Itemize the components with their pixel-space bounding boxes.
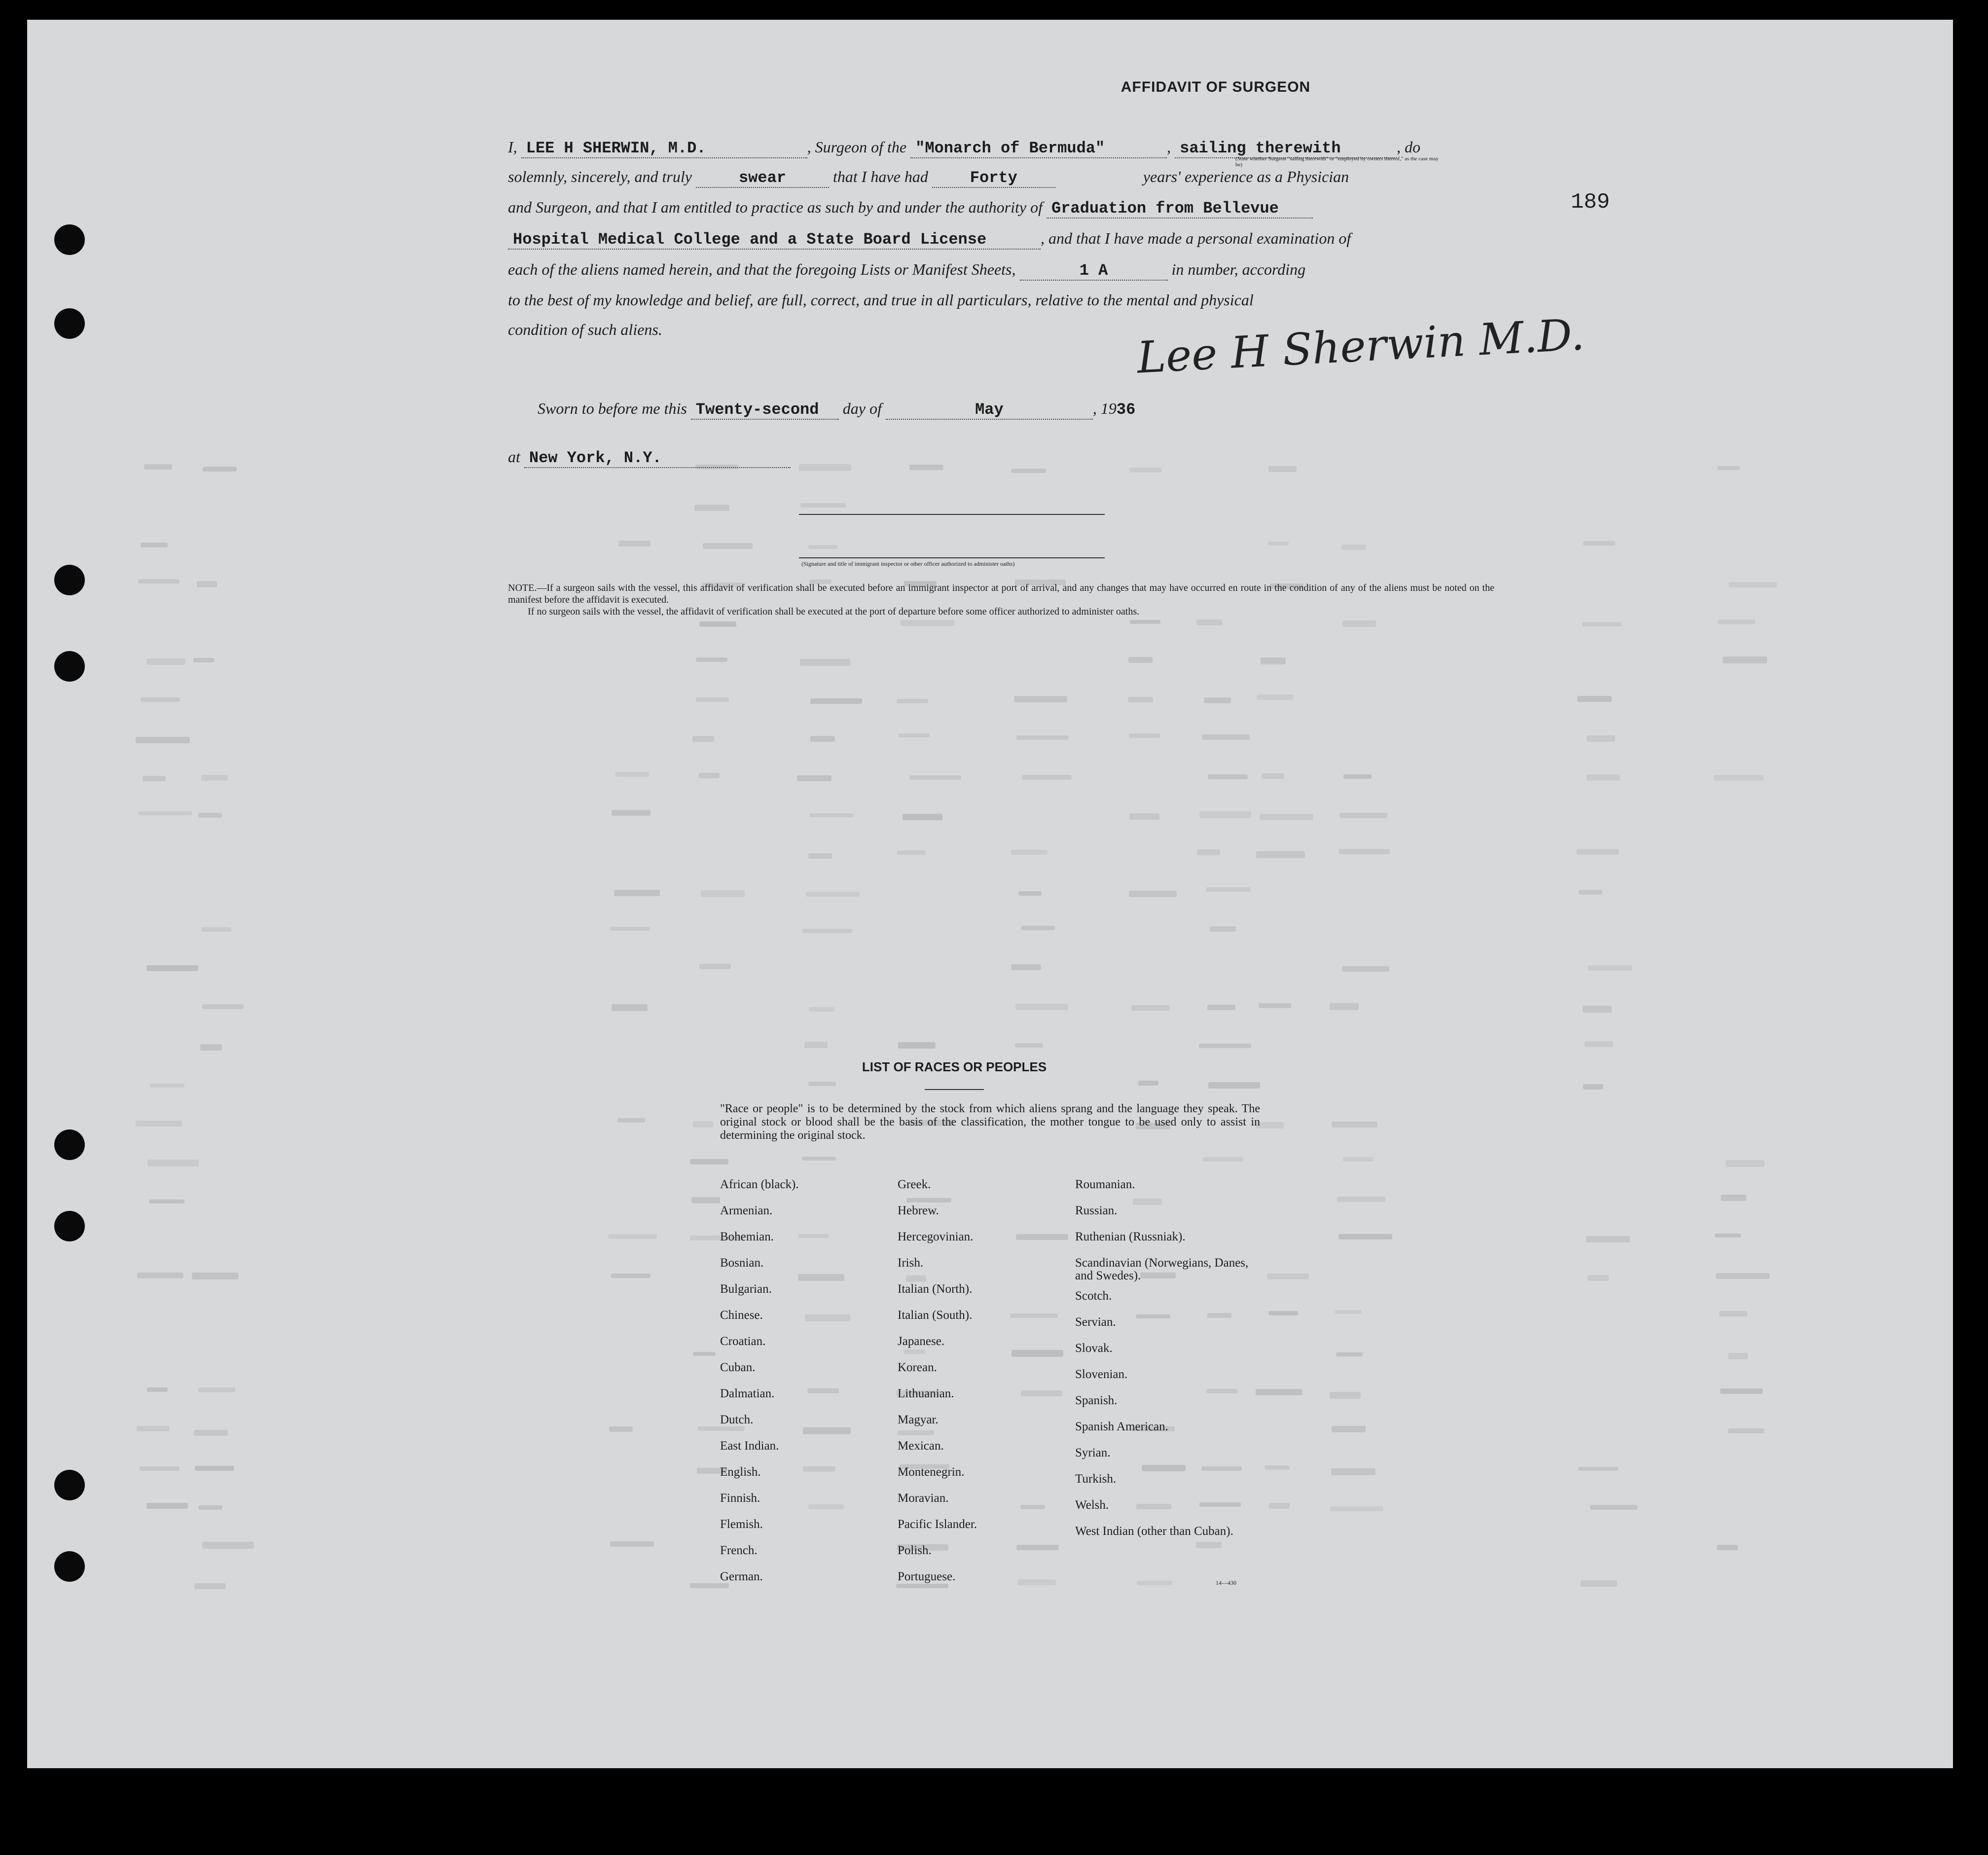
text-fragment: each of the aliens named herein, and that the foregoing Lists or Manifest Sheets, xyxy=(508,260,1016,278)
race-item: Korean. xyxy=(898,1361,937,1374)
bleed-through-mark xyxy=(150,1084,184,1088)
bleed-through-mark xyxy=(1717,1545,1738,1550)
bleed-through-mark xyxy=(808,853,832,859)
sheet-count-field: 1 A xyxy=(1020,261,1168,281)
race-item: Montenegrin. xyxy=(898,1465,965,1479)
bleed-through-mark xyxy=(804,1042,828,1048)
document-page xyxy=(27,20,1953,1768)
races-column-2 xyxy=(898,1171,977,1590)
bleed-through-mark xyxy=(201,775,228,781)
bleed-through-mark xyxy=(1585,1041,1613,1047)
bleed-through-mark xyxy=(1015,1043,1043,1048)
bleed-through-mark xyxy=(608,1234,657,1239)
text-fragment: Sworn to before me this xyxy=(538,400,687,417)
race-item: Greek. xyxy=(898,1178,931,1191)
bleed-through-mark xyxy=(1202,734,1250,740)
authority-field-1: Graduation from Bellevue xyxy=(1047,199,1313,218)
bleed-through-mark xyxy=(1011,469,1046,473)
bleed-through-mark xyxy=(1586,1236,1630,1242)
bleed-through-mark xyxy=(1716,1273,1770,1279)
binder-hole xyxy=(54,1129,85,1160)
bleed-through-mark xyxy=(1343,774,1372,779)
bleed-through-mark xyxy=(193,658,214,662)
bleed-through-mark xyxy=(1021,1390,1062,1396)
bleed-through-mark xyxy=(1016,735,1069,740)
bleed-through-mark xyxy=(1342,620,1376,627)
bleed-through-mark xyxy=(693,1352,716,1356)
bleed-through-mark xyxy=(808,545,837,549)
races-intro: "Race or people" is to be determined by the stock from which aliens sprang and the language they speak. The original stock or blood shall be the basis of the classification, the mother tongue to be used only to assist in determining the original stock. xyxy=(720,1102,1260,1142)
bleed-through-mark xyxy=(1017,1579,1056,1585)
bleed-through-mark xyxy=(1577,849,1619,855)
bleed-through-mark xyxy=(202,1542,254,1549)
bleed-through-mark xyxy=(147,1387,168,1392)
race-item: Finnish. xyxy=(720,1491,760,1505)
text-fragment: at xyxy=(508,448,520,466)
bleed-through-mark xyxy=(1018,891,1042,896)
bleed-through-mark xyxy=(143,776,166,781)
bleed-through-mark xyxy=(803,1427,851,1434)
race-item: English. xyxy=(720,1465,761,1479)
bleed-through-mark xyxy=(1207,1005,1235,1010)
bleed-through-mark xyxy=(1196,619,1223,625)
binder-hole xyxy=(54,1470,85,1500)
sworn-year-field: 36 xyxy=(1116,400,1136,419)
race-item: Hercegovinian. xyxy=(898,1230,974,1243)
sailing-status-field: sailing therewith xyxy=(1175,139,1397,158)
sworn-month-field: May xyxy=(886,400,1093,420)
bleed-through-mark xyxy=(198,813,222,818)
bleed-through-mark xyxy=(699,773,720,778)
bleed-through-mark xyxy=(1014,696,1067,702)
bleed-through-mark xyxy=(1583,541,1615,546)
bleed-through-mark xyxy=(797,775,831,781)
text-fragment: I, xyxy=(508,138,517,156)
years-experience-field: Forty xyxy=(932,169,1055,188)
bleed-through-mark xyxy=(1714,775,1764,781)
race-item: Hebrew. xyxy=(898,1204,939,1217)
sailing-status-note: (State whether Surgeon "sailing therewith" or "employed by owners thereof," as the case may be) xyxy=(1235,156,1439,168)
bleed-through-mark xyxy=(1208,1082,1260,1089)
bleed-through-mark xyxy=(1267,1273,1309,1279)
bleed-through-mark xyxy=(1726,1160,1765,1167)
bleed-through-mark xyxy=(617,1118,645,1123)
bleed-through-mark xyxy=(696,697,729,702)
bleed-through-mark xyxy=(1010,1313,1058,1318)
bleed-through-mark xyxy=(802,929,852,933)
bleed-through-mark xyxy=(1256,1389,1302,1395)
affidavit-title: AFFIDAVIT OF SURGEON xyxy=(1121,79,1311,95)
race-item: Croatian. xyxy=(720,1335,766,1348)
race-item: Bulgarian. xyxy=(720,1282,772,1296)
bleed-through-mark xyxy=(899,733,930,737)
bleed-through-mark xyxy=(1131,1005,1170,1011)
affidavit-line-3 xyxy=(508,198,1494,218)
text-fragment: that I have had xyxy=(832,168,928,185)
race-item: Chinese. xyxy=(720,1309,763,1322)
bleed-through-mark xyxy=(701,890,745,897)
surgeon-name-field: LEE H SHERWIN, M.D. xyxy=(521,139,807,158)
race-item: Japanese. xyxy=(898,1335,945,1348)
race-item: Syrian. xyxy=(1075,1446,1111,1459)
bleed-through-mark xyxy=(1579,890,1602,895)
bleed-through-mark xyxy=(1206,887,1251,892)
bleed-through-mark xyxy=(1128,697,1153,702)
race-item: Dutch. xyxy=(720,1413,754,1426)
text-fragment: , do xyxy=(1397,138,1421,156)
bleed-through-mark xyxy=(147,1160,199,1166)
race-item: Turkish. xyxy=(1075,1472,1117,1486)
bleed-through-mark xyxy=(693,1121,713,1128)
oath-type-field: swear xyxy=(696,169,829,188)
bleed-through-mark xyxy=(1129,813,1159,820)
race-item: Mexican. xyxy=(898,1439,944,1453)
race-item: Roumanian. xyxy=(1075,1178,1135,1191)
bleed-through-mark xyxy=(1728,1353,1748,1359)
bleed-through-mark xyxy=(1577,696,1612,702)
bleed-through-mark xyxy=(1337,1197,1385,1202)
bleed-through-mark xyxy=(1330,1392,1361,1399)
race-item: Polish. xyxy=(898,1544,932,1557)
bleed-through-mark xyxy=(798,1234,829,1238)
bleed-through-mark xyxy=(1259,1003,1291,1008)
bleed-through-mark xyxy=(1578,1467,1618,1471)
bleed-through-mark xyxy=(202,1004,244,1009)
bleed-through-mark xyxy=(810,698,862,704)
bleed-through-mark xyxy=(1581,1580,1617,1587)
bleed-through-mark xyxy=(805,1314,850,1321)
bleed-through-mark xyxy=(1338,849,1390,854)
race-item: Magyar. xyxy=(898,1413,939,1426)
race-item: Bosnian. xyxy=(720,1256,764,1270)
bleed-through-mark xyxy=(798,1274,844,1281)
bleed-through-mark xyxy=(141,543,168,547)
text-fragment: years' experience as a Physician xyxy=(1143,168,1349,185)
bleed-through-mark xyxy=(1588,965,1632,971)
bleed-through-mark xyxy=(1715,1234,1741,1237)
race-item: Russian. xyxy=(1075,1204,1118,1217)
bleed-through-mark xyxy=(1341,545,1366,550)
text-fragment: , 19 xyxy=(1092,400,1117,417)
bleed-through-mark xyxy=(1588,1275,1609,1281)
races-title-rule xyxy=(925,1089,984,1090)
bleed-through-mark xyxy=(1022,775,1072,780)
bleed-through-mark xyxy=(909,775,961,780)
race-item: German. xyxy=(720,1570,763,1583)
race-item: Irish. xyxy=(898,1256,924,1270)
text-fragment: , Surgeon of the xyxy=(807,138,907,156)
bleed-through-mark xyxy=(1260,814,1313,820)
bleed-through-mark xyxy=(1199,811,1251,818)
race-item: Dalmatian. xyxy=(720,1387,775,1400)
bleed-through-mark xyxy=(808,1082,836,1086)
bleed-through-mark xyxy=(1268,1311,1298,1315)
affidavit-line-7: condition of such aliens. xyxy=(508,321,662,338)
bleed-through-mark xyxy=(1728,1428,1764,1433)
bleed-through-mark xyxy=(141,697,180,702)
bleed-through-mark xyxy=(1720,1388,1763,1394)
bleed-through-mark xyxy=(1330,1003,1359,1010)
race-item: Spanish American. xyxy=(1075,1420,1168,1433)
bleed-through-mark xyxy=(808,1504,844,1509)
bleed-through-mark xyxy=(1208,774,1248,779)
bleed-through-mark xyxy=(809,813,853,817)
race-item: Servian. xyxy=(1075,1315,1116,1329)
race-item: Portuguese. xyxy=(898,1570,956,1583)
bleed-through-mark xyxy=(800,503,846,508)
text-fragment: , and that I have made a personal examination of xyxy=(1041,229,1351,247)
bleed-through-mark xyxy=(1267,542,1289,546)
bleed-through-mark xyxy=(699,621,736,627)
bleed-through-mark xyxy=(1331,1468,1375,1475)
race-item: Italian (South). xyxy=(898,1309,973,1322)
bleed-through-mark xyxy=(197,581,217,587)
surgeon-signature: Lee H Sherwin M.D. xyxy=(1135,309,1586,383)
bleed-through-mark xyxy=(609,1426,633,1432)
bleed-through-mark xyxy=(1197,849,1220,855)
text-fragment: day of xyxy=(842,400,882,417)
affidavit-line-4 xyxy=(508,229,1494,250)
bleed-through-mark xyxy=(1210,926,1236,932)
bleed-through-mark xyxy=(137,1273,183,1278)
bleed-through-mark xyxy=(1261,657,1286,664)
affidavit-line-2 xyxy=(508,168,1494,188)
form-number: 14—430 xyxy=(1216,1579,1236,1586)
bleed-through-mark xyxy=(1021,926,1055,930)
bleed-through-mark xyxy=(1129,733,1160,738)
bleed-through-mark xyxy=(696,657,727,662)
bleed-through-mark xyxy=(1587,774,1620,781)
bleed-through-mark xyxy=(146,965,198,971)
bleed-through-mark xyxy=(1332,1426,1366,1432)
race-item: Scandinavian (Norwegians, Danes, and Swedes). xyxy=(1075,1256,1249,1282)
sworn-place-field: New York, N.Y. xyxy=(524,449,791,468)
bleed-through-mark xyxy=(806,892,860,897)
race-item: East Indian. xyxy=(720,1439,779,1453)
bleed-through-mark xyxy=(1012,1350,1063,1357)
bleed-through-mark xyxy=(199,1505,222,1510)
bleed-through-mark xyxy=(1130,620,1160,624)
bleed-through-mark xyxy=(146,1503,188,1509)
race-item: Spanish. xyxy=(1075,1394,1118,1407)
binder-hole xyxy=(54,1551,85,1582)
bleed-through-mark xyxy=(1011,850,1048,855)
authority-field-2: Hospital Medical College and a State Board License xyxy=(508,230,1041,250)
bleed-through-mark xyxy=(1723,656,1767,663)
bleed-through-mark xyxy=(1587,735,1615,742)
bleed-through-mark xyxy=(1199,1044,1251,1048)
bleed-through-mark xyxy=(192,1273,239,1279)
bleed-through-mark xyxy=(1196,1542,1222,1548)
text-fragment: in number, according xyxy=(1171,260,1306,278)
binder-hole xyxy=(54,565,85,595)
affidavit-line-1: I, LEE H SHERWIN, M.D. , Surgeon of the "Monarch of Bermuda" , sailing therewith , do xyxy=(508,138,1421,157)
bleed-through-mark xyxy=(1256,851,1305,858)
bleed-through-mark xyxy=(694,505,729,511)
note-paragraph: NOTE.—If a surgeon sails with the vessel, this affidavit of verification shall be executed before an immigrant inspector at port of arrival, and any changes that may have occurred en route in the condition of any of the aliens must be noted on the manifest before the affidavit is executed. xyxy=(508,582,1494,605)
race-item: Armenian. xyxy=(720,1204,773,1217)
binder-hole xyxy=(54,1211,85,1241)
bleed-through-mark xyxy=(1015,1004,1068,1010)
bleed-through-mark xyxy=(809,1007,834,1012)
bleed-through-mark xyxy=(611,1273,651,1278)
bleed-through-mark xyxy=(1138,1081,1158,1086)
bleed-through-mark xyxy=(691,1197,720,1203)
race-item: Slovak. xyxy=(1075,1342,1113,1355)
bleed-through-mark xyxy=(810,736,835,742)
bleed-through-mark xyxy=(1137,1581,1172,1585)
bleed-through-mark xyxy=(1011,964,1041,970)
bleed-through-mark xyxy=(1332,1122,1377,1128)
bleed-through-mark xyxy=(803,1466,835,1472)
bleed-through-mark xyxy=(1330,1506,1383,1511)
race-item: Flemish. xyxy=(720,1518,763,1531)
bleed-through-mark xyxy=(802,1157,836,1161)
bleed-through-mark xyxy=(203,467,237,472)
bleed-through-mark xyxy=(1269,1503,1290,1509)
bleed-through-mark xyxy=(1721,1195,1746,1201)
bleed-through-mark xyxy=(897,850,926,855)
bleed-through-mark xyxy=(1336,1352,1363,1356)
officer-signature-caption: (Signature and title of immigrant inspector or other officer authorized to administer oaths) xyxy=(801,560,1015,567)
bleed-through-mark xyxy=(901,620,954,626)
note-paragraph-2: If no surgeon sails with the vessel, the affidavit of verification shall be executed at the port of departure before some officer authorized to administer oaths. xyxy=(528,606,1140,617)
bleed-through-mark xyxy=(201,927,231,932)
race-item: Scotch. xyxy=(1075,1289,1112,1303)
affidavit-line-5 xyxy=(508,260,1494,281)
race-item: Lithuanian. xyxy=(898,1387,954,1400)
bleed-through-mark xyxy=(138,579,180,583)
page-number: 189 xyxy=(1571,190,1610,215)
binder-hole xyxy=(54,651,85,682)
bleed-through-mark xyxy=(1583,1006,1612,1013)
bleed-through-mark xyxy=(612,810,651,816)
bleed-through-mark xyxy=(136,737,190,743)
bleed-through-mark xyxy=(140,1466,180,1471)
bleed-through-mark xyxy=(618,541,651,546)
bleed-through-mark xyxy=(136,1121,182,1127)
bleed-through-mark xyxy=(194,1583,226,1589)
bleed-through-mark xyxy=(690,1159,728,1164)
bleed-through-mark xyxy=(615,772,649,777)
officer-title-line xyxy=(799,557,1105,558)
bleed-through-mark xyxy=(612,1004,648,1011)
bleed-through-mark xyxy=(1338,1234,1392,1239)
officer-signature-line xyxy=(799,514,1105,515)
bleed-through-mark xyxy=(1016,1234,1068,1240)
bleed-through-mark xyxy=(703,543,753,549)
bleed-through-mark xyxy=(1719,1311,1747,1316)
race-item: Italian (North). xyxy=(898,1282,973,1296)
affidavit-line-6: to the best of my knowledge and belief, are full, correct, and true in all particulars, relative to the mental and physical xyxy=(508,291,1254,309)
bleed-through-mark xyxy=(195,1466,234,1471)
bleed-through-mark xyxy=(198,1387,235,1392)
race-item: Moravian. xyxy=(898,1491,949,1505)
bleed-through-mark xyxy=(1343,1157,1373,1162)
bleed-through-mark xyxy=(1129,468,1161,473)
bleed-through-mark xyxy=(1128,657,1153,663)
race-item: Bohemian. xyxy=(720,1230,774,1243)
bleed-through-mark xyxy=(1262,773,1284,779)
binder-hole xyxy=(54,224,85,255)
bleed-through-mark xyxy=(144,464,172,470)
races-list-title: LIST OF RACES OR PEOPLES xyxy=(862,1059,1047,1074)
bleed-through-mark xyxy=(610,1541,654,1547)
text-fragment: solemnly, sincerely, and truly xyxy=(508,168,692,185)
bleed-through-mark xyxy=(1590,1505,1637,1510)
bleed-through-mark xyxy=(897,699,928,703)
bleed-through-mark xyxy=(137,1426,169,1431)
bleed-through-mark xyxy=(1016,1545,1059,1550)
bleed-through-mark xyxy=(807,1388,839,1393)
race-item: Ruthenian (Russniak). xyxy=(1075,1230,1186,1243)
text-fragment: and Surgeon, and that I am entitled to practice as such by and under the authority of xyxy=(508,198,1043,216)
bleed-through-mark xyxy=(898,1042,936,1049)
bleed-through-mark xyxy=(1257,694,1293,700)
bleed-through-mark xyxy=(194,1430,228,1436)
bleed-through-mark xyxy=(1717,466,1740,470)
bleed-through-mark xyxy=(1582,622,1622,626)
sworn-day-field: Twenty-second xyxy=(691,400,839,420)
races-column-1 xyxy=(720,1171,799,1590)
bleed-through-mark xyxy=(200,1044,222,1051)
sworn-line xyxy=(538,400,1524,420)
bleed-through-mark xyxy=(1020,1505,1045,1509)
bleed-through-mark xyxy=(699,964,731,969)
bleed-through-mark xyxy=(1129,891,1177,897)
bleed-through-mark xyxy=(1265,1465,1290,1470)
bleed-through-mark xyxy=(1718,619,1755,624)
bleed-through-mark xyxy=(1204,697,1231,703)
bleed-through-mark xyxy=(800,659,850,666)
bleed-through-mark xyxy=(1203,1157,1243,1162)
vessel-name-field: "Monarch of Bermuda" xyxy=(910,139,1167,158)
race-item: African (black). xyxy=(720,1178,799,1191)
bleed-through-mark xyxy=(146,658,185,665)
bleed-through-mark xyxy=(1342,966,1389,972)
bleed-through-mark xyxy=(149,1200,184,1203)
bleed-through-mark xyxy=(138,811,192,815)
bleed-through-mark xyxy=(1583,1084,1603,1090)
races-column-3 xyxy=(1075,1171,1253,1538)
bleed-through-mark xyxy=(1335,1310,1362,1314)
bleed-through-mark xyxy=(614,890,660,896)
bleed-through-mark xyxy=(1339,813,1387,818)
bleed-through-mark xyxy=(903,814,942,820)
bleed-through-mark xyxy=(692,736,714,742)
binder-hole xyxy=(54,308,85,339)
race-item: Welsh. xyxy=(1075,1498,1109,1512)
race-item: Slovenian. xyxy=(1075,1368,1128,1381)
bleed-through-mark xyxy=(1729,582,1777,587)
race-item: French. xyxy=(720,1544,758,1557)
race-item: Pacific Islander. xyxy=(898,1518,977,1531)
race-item: West Indian (other than Cuban). xyxy=(1075,1525,1233,1538)
sworn-place-line xyxy=(508,448,1494,468)
bleed-through-mark xyxy=(610,927,650,931)
race-item: Cuban. xyxy=(720,1361,756,1374)
